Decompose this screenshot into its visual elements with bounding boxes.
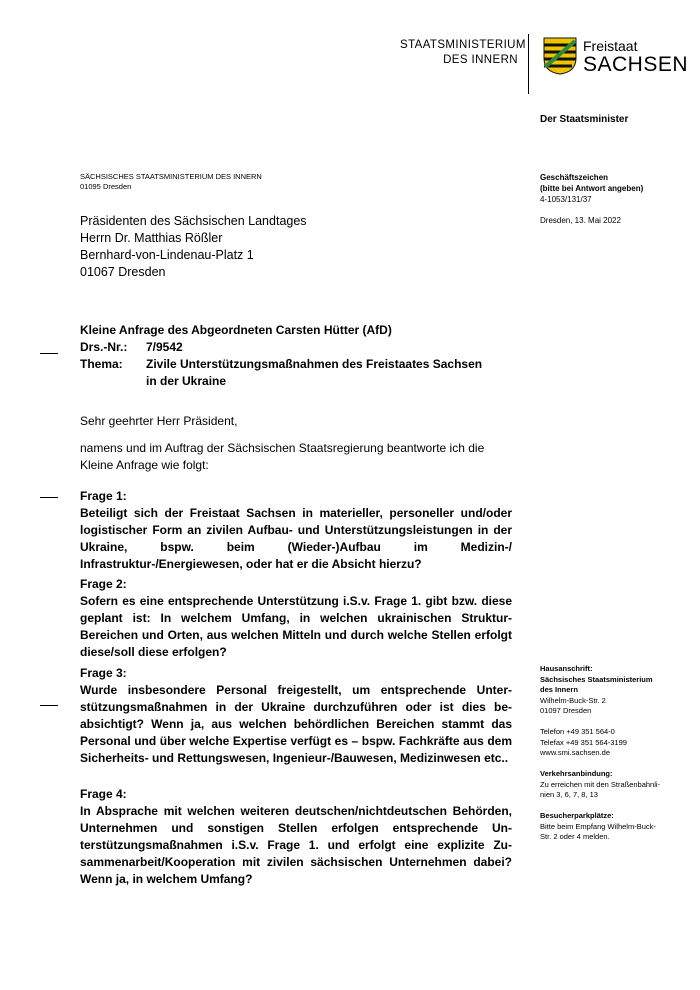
sidebar-transport bbox=[540, 769, 660, 801]
question-2-text: Sofern es eine entsprechende Unterstützung i.S.v. Frage 1. gibt bzw. diese geplant ist: In welchem Umfang, in welchen ukrainischen Struktur-Bereichen und Orten, aus welchen Mitteln und durch welche Stellen erfolgt diese/soll diese erfolgen? bbox=[80, 594, 512, 659]
drs-label: Drs.-Nr.: bbox=[80, 340, 128, 354]
question-2-title: Frage 2: bbox=[80, 577, 127, 591]
reference-hint: (bitte bei Antwort angeben) bbox=[540, 184, 644, 193]
sidebar-parking bbox=[540, 811, 656, 843]
thema-label: Thema: bbox=[80, 357, 123, 371]
thema-line-1: Zivile Unterstützungsmaßnahmen des Freistaates Sachsen bbox=[146, 357, 483, 371]
transport-label: Verkehrsanbindung: bbox=[540, 769, 613, 778]
ministry-line-1: STAATSMINISTERIUM bbox=[400, 39, 526, 51]
question-1-title: Frage 1: bbox=[80, 489, 127, 503]
question-1-text: Beteiligt sich der Freistaat Sachsen in materieller, personeller und/oder logistischer Form an zivilen Aufbau- und Unterstützungsleistungen in der Ukraine, bspw. beim (Wieder-)Aufbau im Medizin-/ Infrastruktur-/Energiewesen, oder hat er die Absicht hierzu? bbox=[80, 506, 512, 571]
reference-label: Geschäftszeichen bbox=[540, 173, 609, 182]
sender-line-2: 01095 Dresden bbox=[80, 182, 132, 191]
parking-line-2: Str. 2 oder 4 melden. bbox=[540, 832, 610, 841]
reference-number: 4-1053/131/37 bbox=[540, 195, 592, 204]
sidebar-address bbox=[540, 664, 653, 717]
address-city: 01097 Dresden bbox=[540, 706, 592, 715]
subject-title: Kleine Anfrage des Abgeordneten Carsten Hütter (AfD) bbox=[80, 323, 392, 337]
question-3-title: Frage 3: bbox=[80, 666, 127, 680]
recipient-address bbox=[80, 213, 307, 281]
fold-mark-2 bbox=[40, 497, 58, 498]
address-name-1: Sächsisches Staatsministerium bbox=[540, 674, 653, 684]
sidebar-contact bbox=[540, 727, 627, 759]
ministry-line-2: DES INNERN bbox=[443, 54, 518, 66]
transport-line-2: nien 3, 6, 7, 8, 13 bbox=[540, 790, 598, 799]
letter-date: Dresden, 13. Mai 2022 bbox=[540, 216, 621, 225]
intro-paragraph: namens und im Auftrag der Sächsischen Staatsregierung beantworte ich die Kleine Anfrage wie folgt: bbox=[80, 441, 485, 472]
address-street: Wilhelm-Buck-Str. 2 bbox=[540, 695, 606, 705]
transport-line-1: Zu erreichen mit den Straßenbahnli- bbox=[540, 779, 661, 789]
recipient-line-3: Bernhard-von-Lindenau-Platz 1 bbox=[80, 248, 254, 262]
thema-line-2: in der Ukraine bbox=[146, 374, 227, 388]
fold-mark-3 bbox=[40, 705, 58, 706]
address-name-2: des Innern bbox=[540, 685, 578, 694]
question-3-text: Wurde insbesondere Personal freigestellt, um entsprechende Unterstützungsmaßnahmen in der Ukraine durchzuführen oder ist dies beabsichtigt? Wenn ja, aus welchen behördlichen Bereichen stammt das Personal und über welche Expertise verfügt es – bspw. Fachkräfte aus dem Sicherheits- und Rettungswesen, Ingenieur-/Bauwesen, Medizinwesen etc.. bbox=[80, 683, 512, 765]
saxony-crest-icon bbox=[542, 36, 578, 76]
phone-number: Telefon +49 351 564-0 bbox=[540, 727, 615, 736]
address-label: Hausanschrift: bbox=[540, 664, 593, 673]
logo-text bbox=[583, 38, 688, 76]
website-link[interactable]: www.smi.sachsen.de bbox=[540, 748, 611, 757]
question-4 bbox=[80, 786, 512, 888]
sender-line-1: SÄCHSISCHES STAATSMINISTERIUM DES INNERN bbox=[80, 172, 262, 181]
logo-line-1: Freistaat bbox=[583, 38, 638, 54]
parking-label: Besucherparkplätze: bbox=[540, 811, 614, 820]
recipient-line-2: Herrn Dr. Matthias Rößler bbox=[80, 231, 223, 245]
recipient-line-4: 01067 Dresden bbox=[80, 265, 166, 279]
reference-block bbox=[540, 172, 643, 205]
logo-line-2: SACHSEN bbox=[583, 53, 689, 76]
fax-number: Telefax +49 351 564-3199 bbox=[540, 737, 627, 747]
parking-line-1: Bitte beim Empfang Wilhelm-Buck- bbox=[540, 821, 656, 831]
subject-block bbox=[80, 322, 482, 390]
fold-mark-1 bbox=[40, 353, 58, 354]
question-4-title: Frage 4: bbox=[80, 787, 127, 801]
header-divider bbox=[528, 34, 529, 94]
sender-address bbox=[80, 172, 262, 192]
recipient-line-1: Präsidenten des Sächsischen Landtages bbox=[80, 214, 307, 228]
side-title: Der Staatsminister bbox=[540, 114, 629, 125]
salutation: Sehr geehrter Herr Präsident, bbox=[80, 414, 238, 428]
ministry-name bbox=[400, 38, 526, 68]
question-2 bbox=[80, 576, 512, 661]
question-1 bbox=[80, 488, 512, 573]
drs-value: 7/9542 bbox=[146, 340, 183, 354]
question-4-text: In Absprache mit welchen weiteren deutschen/nichtdeutschen Behörden, Unternehmen und sonstigen Stellen erfolgen entsprechende Unterstützungsmaßnahmen i.S.v. Frage 1. und erfolgt eine explizite Zusammenarbeit/Kooperation mit zivilen sächsischen Unternehmen dabei? Wenn ja, in welchem Umfang? bbox=[80, 804, 512, 886]
question-3 bbox=[80, 665, 512, 767]
